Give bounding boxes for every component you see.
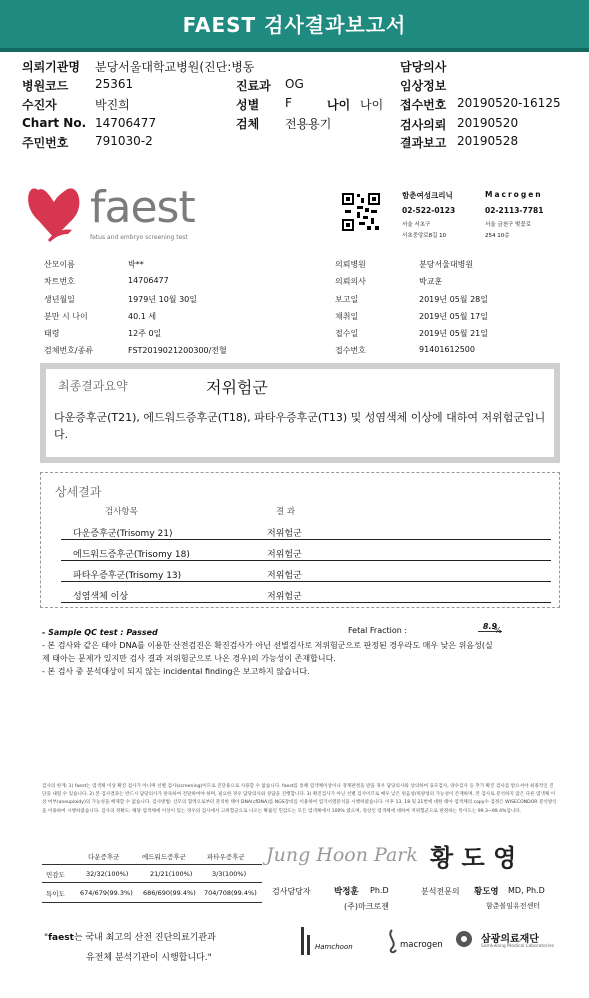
table-row (61, 565, 551, 582)
stats-col-edwards: 에드워드증후군 (142, 853, 186, 861)
signer1-org: (주)마크로젠 (344, 902, 389, 911)
detail-box (40, 472, 560, 608)
hamchoon-logo-text: Hamchoon (315, 943, 353, 951)
clinic2-addr1: 서울 금천구 벚꽃로 (485, 222, 532, 228)
macrogen-logo (384, 928, 443, 956)
patient-value-gestation: 12주 0일 (128, 329, 162, 338)
signer2-org: 함춘볼임유전센터 (486, 902, 541, 910)
header-label-chart: Chart No. (22, 116, 87, 130)
slogan-line-2-text: 유전체 분석기관이 시행합니다. (86, 953, 208, 963)
header-value-hospital-code: 25361 (95, 77, 134, 91)
qc-title: - Sample QC test : Passed (42, 628, 158, 637)
patient-value-specimen: FST2019021200300/전혈 (128, 346, 227, 355)
header-value-dept: OG (285, 77, 304, 91)
detail-result: 저위험군 (267, 592, 302, 602)
signer1-name: 박정훈 (334, 887, 359, 897)
fetal-fraction-unit: % (494, 626, 502, 635)
header-label-doctor: 담당의사 (400, 60, 447, 74)
header-label-dept: 진료과 (236, 79, 271, 93)
detail-result: 저위험군 (267, 571, 302, 581)
patient-label-report-date: 보고일 (335, 295, 359, 304)
header-value-report-date: 20190528 (457, 134, 519, 148)
faest-tagline: fetus and embryo screening test (90, 234, 188, 241)
samkwang-logo (455, 930, 555, 950)
clinic1-name: 함춘여성크리닉 (402, 191, 453, 200)
qc-note-2: 제 태아는 문제가 있지만 검사 결과 저위험군으로 나온 경우)의 가능성이 존재합니다. (42, 654, 336, 663)
patient-value-receipt-date: 2019년 05월 21일 (419, 329, 488, 338)
qc-note-1: - 본 검사와 같은 태아 DNA를 이용한 산전검진은 확진검사가 아닌 선별검사로 저위험군으로 판정된 경우라도 매우 낮은 위음성(실 (42, 641, 493, 650)
table-row (61, 586, 551, 603)
stats-divider (42, 864, 262, 865)
slogan-brand: faest (48, 933, 74, 943)
header-value-sex: F (285, 96, 292, 110)
detail-result: 저위험군 (267, 550, 302, 560)
detail-item: 다운증후군(Trisomy 21) (73, 529, 173, 539)
detail-item: 에드워드증후군(Trisomy 18) (73, 550, 190, 560)
report-title: FAEST 검사결과보고서 (182, 13, 407, 37)
header-label-specimen: 검체 (236, 117, 260, 131)
patient-value-age-at-delivery: 40.1 세 (128, 312, 157, 321)
fine-print: 검사의 한계: 1) faest는 염색체 이상 확진 검사가 아니며 선별 검사(screening)이므로 진단용으로 사용할 수 없습니다. faest를 통해 염색체이상이나 경계판정을 받을 경우 담당의사와 상의하여 융모검사, 양수검사 등 추가 확진 검사를 받으셔야 최종적인 진단을 내릴 수 있습니다. 2) 본 검사결과는 반드시 담당의사가 판독하여 전달하여야 하며, 필요한 경우 담당의사와 상담을 진행합니다. 3) 확진검사가 아닌 선별 검사이므로 매우 낮은 위음성/위양성의 가능성이 존재하며, 본 검사로 분석하지 않은 다른 염색체 이상 여부(aneuploidy)의 가능성을 배제할 수 없습니다. 검사방법: 산모의 혈액으로부터 분리한 태아 DNA(cfDNA)를 NGS장비를 이용하여 염기서열분석을 시행하였습니다. 이후 13, 18 및 21번에 대한 태아 염색체의 copy수 검정은 WISECONDOR 분석방식을 이용하여 시행하였습니다. 검사의 정확도: 해당 염색체에 이상이 있는 경우의 검사에서 고위험군으로 나오는 확률인 민감도는 모든 염색체에서 100% 였으며, 정상인 염색체에 대하여 저위험군으로 판정하는 특이도는 99.3~99.4%입니다. (42, 784, 557, 814)
table-row (61, 523, 551, 540)
patient-label-receipt-no: 접수번호 (335, 346, 366, 355)
stats-spec-edwards: 686/690(99.4%) (143, 889, 196, 897)
stats-spec-down: 674/679(99.3%) (80, 889, 133, 897)
stats-sens-edwards: 21/21(100%) (150, 870, 193, 878)
header-label-receipt-no: 접수번호 (400, 98, 447, 112)
signer2-name: 황도영 (474, 887, 499, 897)
stats-sens-down: 32/32(100%) (86, 870, 129, 878)
clinic2-phone: 02-2113-7781 (485, 206, 544, 215)
patient-value-chart: 14706477 (128, 276, 169, 285)
patient-label-birth: 생년월일 (44, 295, 75, 304)
clinic1-phone: 02-522-0123 (402, 206, 456, 215)
samkwang-logo-icon (455, 930, 473, 948)
stats-divider (42, 882, 262, 883)
header-value-request-date: 20190520 (457, 116, 519, 130)
table-row (61, 544, 551, 561)
fetal-fraction-label: Fetal Fraction : (348, 626, 408, 635)
signature-hwang: 황 도 영 (430, 843, 517, 872)
detail-item: 성염색체 이상 (73, 592, 129, 602)
stats-divider (42, 902, 262, 903)
patient-label-collect-date: 채취일 (335, 312, 359, 321)
header-label-id: 주민번호 (22, 136, 69, 150)
header-value-chart: 14706477 (95, 116, 157, 130)
patient-label-receipt-date: 접수일 (335, 329, 359, 338)
patient-label-chart: 차트번호 (44, 277, 75, 286)
header-value-patient: 박진희 (95, 98, 130, 112)
detail-item: 파타우증후군(Trisomy 13) (73, 571, 182, 581)
macrogen-logo-icon (384, 928, 400, 954)
header-value-age: 나이 (360, 98, 384, 112)
detail-result: 저위험군 (267, 529, 302, 539)
header-label-hospital-code: 병원코드 (22, 79, 69, 93)
clinic2-name: Macrogen (485, 190, 543, 199)
patient-value-name: 박** (128, 260, 144, 269)
stats-label-specificity: 특이도 (46, 890, 65, 898)
patient-label-gestation: 태령 (44, 329, 60, 338)
header-label-age: 나이 (327, 98, 351, 112)
stats-col-down: 다운증후군 (88, 853, 120, 861)
summary-text: 다운증후군(T21), 에드워드증후군(T18), 파타우증후군(T13) 및 성염색체 이상에 대하여 저위험군입니다. (54, 411, 546, 441)
stats-sens-patau: 3/3(100%) (212, 870, 247, 878)
clinic1-addr1: 서울 서초구 (402, 222, 431, 228)
patient-value-birth: 1979년 10월 30일 (128, 295, 197, 304)
samkwang-logo-text: 삼광의료재단 (481, 934, 539, 945)
detail-col-item: 검사항목 (105, 507, 138, 517)
title-bar (0, 0, 589, 52)
patient-value-receipt-no: 91401612500 (419, 345, 475, 354)
patient-value-report-date: 2019년 05월 28일 (419, 295, 488, 304)
patient-value-hospital: 분당서울대병원 (419, 260, 474, 269)
patient-label-doctor: 의뢰의사 (335, 277, 366, 286)
clinic2-addr2: 254 10층 (485, 233, 510, 239)
patient-value-collect-date: 2019년 05월 17일 (419, 312, 488, 321)
patient-label-name: 산모이름 (44, 260, 75, 269)
qc-note-3: - 본 검사 중 분석대상이 되지 않는 incidental finding은 보고하지 않습니다. (42, 667, 310, 676)
header-label-report-date: 결과보고 (400, 136, 447, 150)
fetal-fraction-value: 8.9 (478, 622, 502, 632)
signature-park: Jung Hoon Park (266, 844, 418, 866)
slogan-line-2: 유전체 분석기관이 시행합니다." (86, 953, 212, 963)
header-label-hospital: 의뢰기관명 (22, 60, 80, 74)
header-value-id: 791030-2 (95, 134, 153, 148)
signer1-role: 검사담당자 (272, 887, 311, 896)
patient-label-age-at-delivery: 분만 시 나이 (44, 312, 88, 321)
stats-label-sensitivity: 민감도 (46, 871, 65, 879)
patient-label-hospital: 의뢰병원 (335, 260, 366, 269)
signer2-degree: MD, Ph.D (508, 886, 545, 895)
clinic1-addr2: 서초중앙로8길 10 (402, 233, 447, 239)
samkwang-logo-sub: Samkwang Medical Laboratories (481, 944, 555, 949)
header-label-sex: 성별 (236, 98, 260, 112)
detail-col-result: 결 과 (276, 507, 296, 517)
slogan-line-1: "faest는 국내 최고의 산전 진단의료기관과 (44, 933, 216, 943)
hamchoon-logo (299, 925, 353, 959)
header-value-receipt-no: 20190520-16125 (457, 96, 561, 110)
stats-spec-patau: 704/708(99.4%) (204, 889, 257, 897)
summary-box (40, 363, 560, 463)
detail-title: 상세결과 (55, 485, 102, 499)
summary-result: 저위험군 (206, 378, 268, 397)
faest-wordmark: faest (90, 182, 195, 233)
summary-title: 최종결과요약 (58, 379, 128, 393)
patient-label-specimen: 검체번호/종류 (44, 346, 94, 355)
patient-value-doctor: 박교훈 (419, 277, 443, 286)
hamchoon-logo-icon (299, 925, 313, 957)
signer2-role: 분석전문의 (421, 887, 460, 896)
header-value-specimen: 전용용기 (285, 117, 332, 131)
slogan-rest: 는 국내 최고의 산전 진단의료기관과 (73, 933, 216, 943)
header-label-patient: 수진자 (22, 98, 57, 112)
signer1-degree: Ph.D (370, 886, 389, 895)
qr-code-icon (341, 192, 381, 232)
stats-col-patau: 파타우증후군 (207, 853, 245, 861)
macrogen-logo-text: macrogen (400, 940, 443, 950)
header-label-clinical: 임상정보 (400, 79, 447, 93)
header-label-request-date: 검사의뢰 (400, 118, 447, 132)
header-value-hospital: 분당서울대학교병원(진단:병동 (95, 60, 255, 74)
